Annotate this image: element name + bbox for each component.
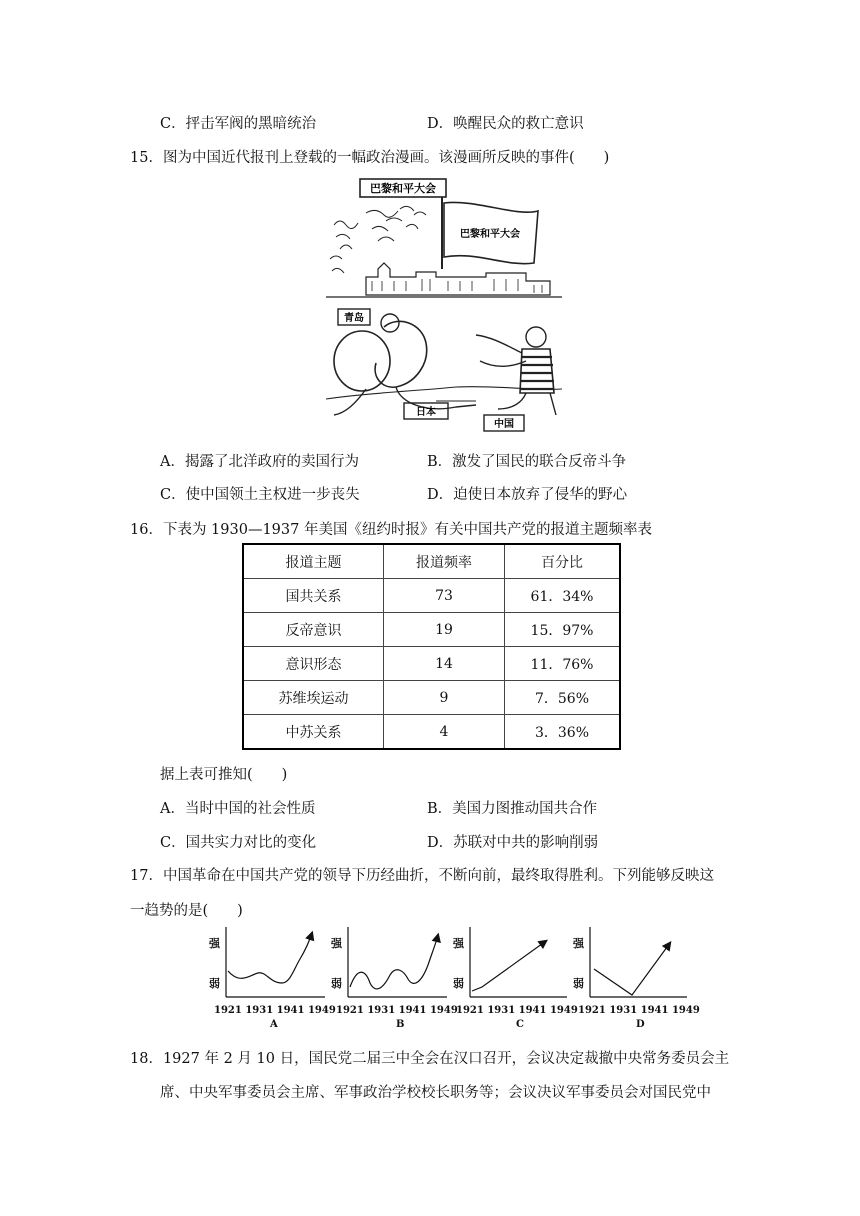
cartoon-sign-text: 巴黎和平大会 xyxy=(370,182,436,195)
graph-a-weak: 弱 xyxy=(209,977,220,990)
q17-stem-line1: 17．中国革命在中国共产党的领导下历经曲折，不断向前，最终取得胜利。下列能够反映这 xyxy=(130,868,714,884)
graph-b xyxy=(330,927,458,1030)
q16-stem: 16．下表为 1930—1937 年美国《纽约时报》有关中国共产党的报道主题频率表 xyxy=(130,522,652,538)
table-row xyxy=(243,579,620,613)
table-cell: 15．97% xyxy=(505,613,621,647)
q16-options-row1 xyxy=(160,797,720,817)
table-cell: 国共关系 xyxy=(243,579,384,613)
q15-option-b: B．激发了国民的联合反帝斗争 xyxy=(427,454,627,470)
table-header: 报道频率 xyxy=(384,544,505,579)
q15-stem: 15．图为中国近代报刊上登载的一幅政治漫画。该漫画所反映的事件( ) xyxy=(130,150,610,166)
table-cell: 11．76% xyxy=(505,647,621,681)
graph-d-strong: 强 xyxy=(573,937,584,950)
q15-options-row2 xyxy=(160,483,720,503)
table-cell: 3．36% xyxy=(505,715,621,750)
graph-b-weak: 弱 xyxy=(331,977,342,990)
q18-line1: 18．1927 年 2 月 10 日，国民党二届三中全会在汉口召开，会议决定裁撤中央常务委员会主 xyxy=(130,1051,730,1067)
graph-b-years: 1921 1931 1941 1949 xyxy=(336,1005,458,1016)
table-header: 百分比 xyxy=(505,544,621,579)
q15-option-c: C．使中国领土主权进一步丧失 xyxy=(160,487,360,503)
q14-option-d: D．唤醒民众的救亡意识 xyxy=(427,116,584,132)
graph-b-strong: 强 xyxy=(331,937,342,950)
graph-b-letter: B xyxy=(396,1019,405,1030)
table-cell: 19 xyxy=(384,613,505,647)
q16-option-a: A．当时中国的社会性质 xyxy=(160,801,316,817)
q14-options xyxy=(160,112,720,132)
table-cell: 14 xyxy=(384,647,505,681)
graph-c-letter: C xyxy=(516,1019,524,1030)
cartoon-japan-label: 日本 xyxy=(416,407,436,418)
graph-c-weak: 弱 xyxy=(453,977,464,990)
table-row xyxy=(243,613,620,647)
table-row xyxy=(243,681,620,715)
graph-c-strong: 强 xyxy=(453,937,464,950)
graph-d-years: 1921 1931 1941 1949 xyxy=(578,1005,700,1016)
trend-graphs xyxy=(200,925,700,1035)
table-cell: 7．56% xyxy=(505,681,621,715)
q16-options-row2 xyxy=(160,831,720,851)
graph-d-letter: D xyxy=(636,1019,645,1030)
cartoon-qingdao-label: 青岛 xyxy=(344,313,364,324)
graph-d-weak: 弱 xyxy=(573,977,584,990)
q16-prompt: 据上表可推知( ) xyxy=(160,767,288,783)
table-cell: 苏维埃运动 xyxy=(243,681,384,715)
q17-stem-line2: 一趋势的是( ) xyxy=(130,903,243,919)
graph-a-letter: A xyxy=(270,1019,278,1030)
table-row xyxy=(243,715,620,750)
graph-c-years: 1921 1931 1941 1949 xyxy=(456,1005,578,1016)
graph-c xyxy=(452,927,578,1030)
graph-d xyxy=(572,927,700,1030)
table-cell: 73 xyxy=(384,579,505,613)
graph-a-strong: 强 xyxy=(209,937,220,950)
table-row xyxy=(243,647,620,681)
political-cartoon xyxy=(326,177,562,433)
graph-a-years: 1921 1931 1941 1949 xyxy=(214,1005,336,1016)
q15-option-d: D．迫使日本放弃了侵华的野心 xyxy=(427,487,628,503)
table-header-row xyxy=(243,544,620,579)
cartoon-china-label: 中国 xyxy=(494,419,514,430)
table-cell: 61．34% xyxy=(505,579,621,613)
q18-line2: 席、中央军事委员会主席、军事政治学校校长职务等；会议决议军事委员会对国民党中 xyxy=(160,1085,711,1101)
table-header: 报道主题 xyxy=(243,544,384,579)
graph-a xyxy=(208,927,336,1030)
cartoon-flag-text: 巴黎和平大会 xyxy=(460,229,520,240)
table-cell: 中苏关系 xyxy=(243,715,384,750)
q14-option-c: C．抨击军阀的黑暗统治 xyxy=(160,116,317,132)
q16-option-b: B．美国力图推动国共合作 xyxy=(427,801,598,817)
frequency-table xyxy=(242,543,621,750)
q16-option-c: C．国共实力对比的变化 xyxy=(160,835,317,851)
table-cell: 反帝意识 xyxy=(243,613,384,647)
table-cell: 9 xyxy=(384,681,505,715)
table-cell: 意识形态 xyxy=(243,647,384,681)
q15-option-a: A．揭露了北洋政府的卖国行为 xyxy=(160,454,359,470)
q15-options-row1 xyxy=(160,450,720,470)
q16-option-d: D．苏联对中共的影响削弱 xyxy=(427,835,599,851)
table-cell: 4 xyxy=(384,715,505,750)
